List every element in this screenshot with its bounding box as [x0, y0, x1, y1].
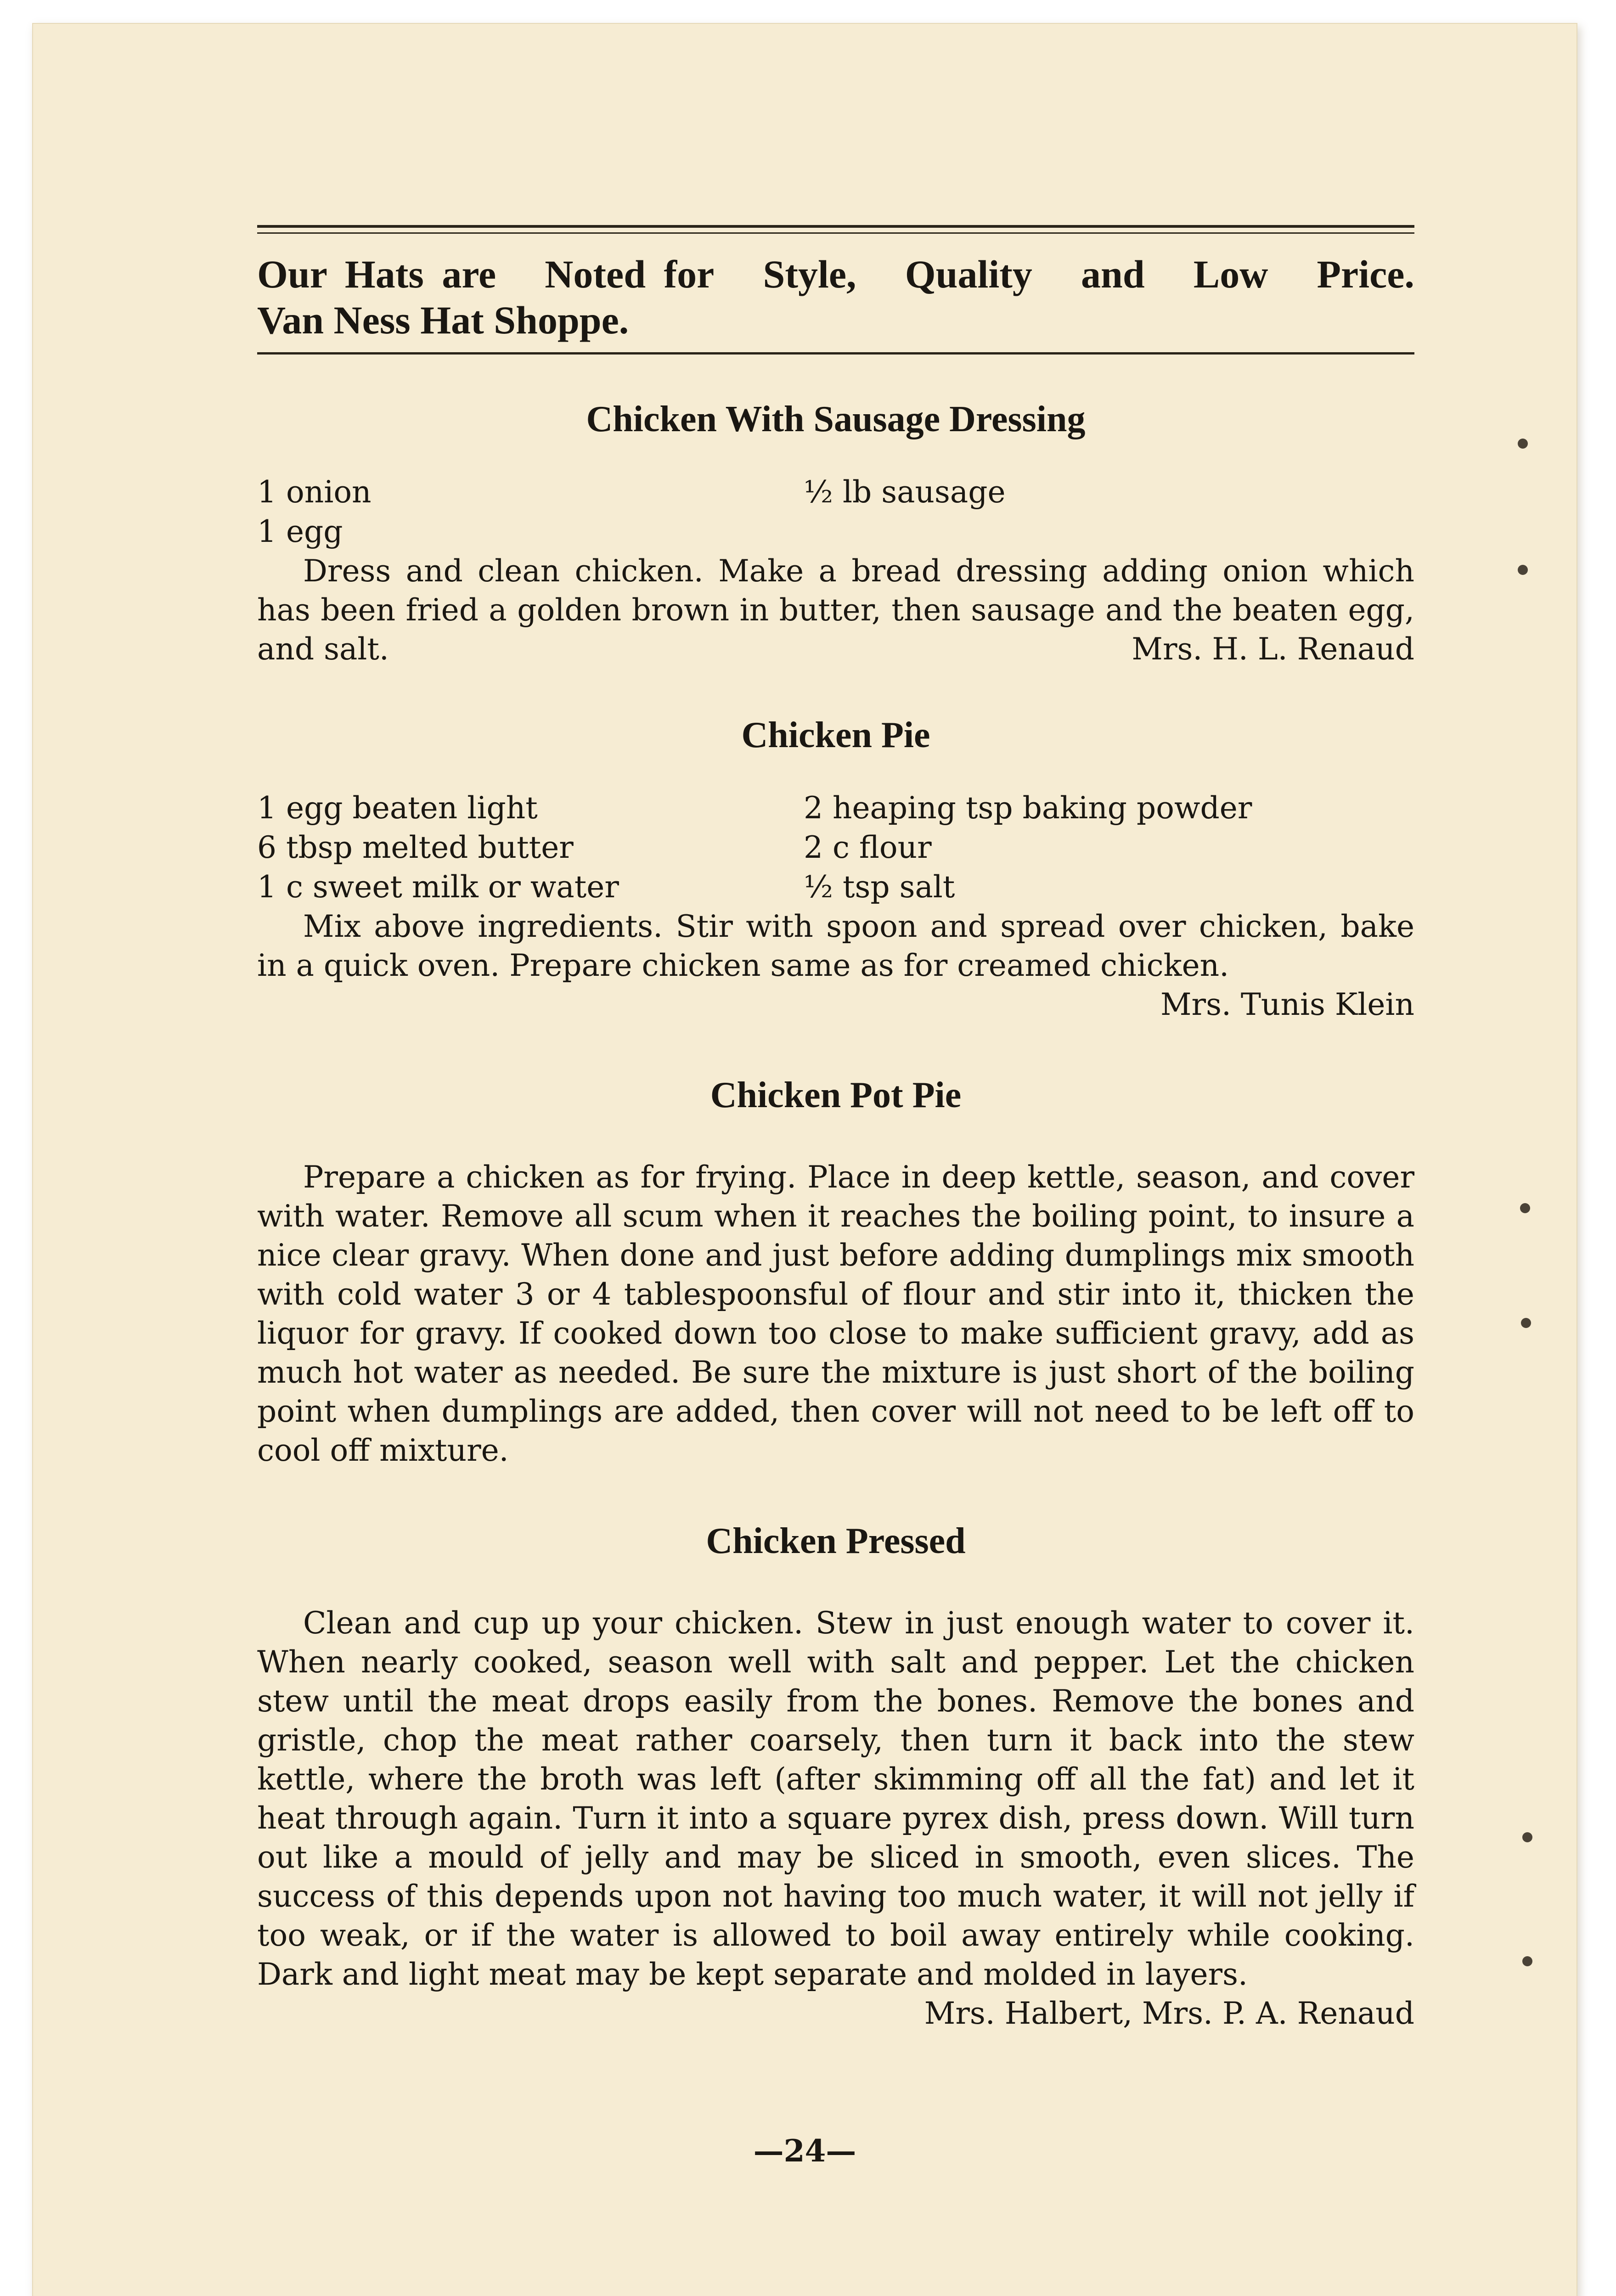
ingredient: 2 heaping tsp baking powder: [804, 790, 1252, 826]
recipe-title: Chicken Pressed: [706, 1521, 966, 1561]
ingredient: 1 c sweet milk or water: [257, 869, 619, 905]
ingredient: ½ tsp salt: [804, 869, 955, 905]
recipe-title: Chicken With Sausage Dressing: [586, 399, 1086, 439]
ad-word: Style,: [763, 252, 856, 296]
ingredient: 1 egg beaten light: [257, 790, 538, 826]
ad-word: Low: [1193, 252, 1268, 296]
recipe-directions: Mix above ingredients. Stir with spoon and spread over chicken, bake in a quick oven. Prepare chicken same as for creamed chicken.: [257, 909, 1414, 983]
ingredient-list: [257, 473, 1414, 551]
advertisement-bottom-rule: [257, 352, 1414, 355]
ad-word: and: [1081, 252, 1145, 296]
ad-word: Noted for: [545, 252, 715, 296]
recipe-title: Chicken Pie: [741, 715, 930, 755]
ingredient: 1 onion: [257, 474, 372, 510]
recipe-chicken-with-sausage-dressing: [257, 399, 1414, 669]
binding-hole: [1521, 1318, 1531, 1328]
page-content: [257, 225, 1414, 2033]
recipe-chicken-pot-pie: [257, 1075, 1414, 1470]
ingredient: 2 c flour: [804, 830, 932, 865]
top-double-rule: [257, 225, 1414, 234]
recipe-chicken-pressed: [257, 1520, 1414, 2031]
ingredient: 6 tbsp melted butter: [257, 830, 574, 865]
recipe-chicken-pie: [257, 715, 1414, 1024]
binding-hole: [1518, 439, 1528, 449]
ingredient-list: [257, 788, 1414, 907]
recipe-directions: Clean and cup up your chicken. Stew in just enough water to cover it. When nearly cooked, season well with salt and pepper. Let the chicken stew until the meat drops easily from the bones. Remove the bones and gristle, chop the meat rather coarsely, then turn it back into the stew kettle, where the broth was left (after skimming off all the fat) and let it heat through again. Turn it into a square pyrex dish, press down. Will turn out like a mould of jelly and may be sliced in smooth, even slices. The success of this depends upon not having too much water, it will not jelly if too weak, or if the water is allowed to boil away entirely while cooking. Dark and light meat may be kept separate and molded in layers.: [257, 1605, 1414, 1992]
binding-hole: [1522, 1956, 1532, 1966]
recipe-author: Mrs. Tunis Klein: [1160, 987, 1414, 1022]
ad-word: Quality: [905, 252, 1032, 296]
ingredient: ½ lb sausage: [804, 474, 1006, 510]
binding-hole: [1522, 1832, 1532, 1842]
recipe-directions-block: [257, 1604, 1414, 2031]
advertisement-shop-name: Van Ness Hat Shoppe.: [257, 298, 629, 342]
advertisement-line-1: [257, 251, 1414, 297]
binding-hole: [1520, 1203, 1530, 1213]
recipe-author: Mrs. Halbert, Mrs. P. A. Renaud: [924, 1996, 1414, 2031]
ad-word: Our Hats are: [257, 252, 496, 296]
recipe-directions: Prepare a chicken as for frying. Place in deep kettle, season, and cover with water. Remove all scum when it reaches the boiling point, to insure a nice clear gravy. When done and just before adding dumplings mix smooth with cold water 3 or 4 tablespoonsful of flour and stir into it, thicken the liquor for gravy. If cooked down too close to make sufficient gravy, add as much hot water as needed. Be sure the mixture is just short of the boiling point when dumplings are added, then cover will not need to be left off to cool off mixture.: [257, 1159, 1414, 1468]
page-number: —24—: [753, 2133, 856, 2169]
book-page: [32, 23, 1577, 2296]
binding-hole: [1518, 565, 1528, 575]
ingredient: 1 egg: [257, 514, 343, 549]
ad-word: Price.: [1317, 252, 1414, 296]
recipe-directions-block: [257, 551, 1414, 669]
recipe-directions: Dress and clean chicken. Make a bread dressing adding onion which has been fried a golden brown in butter, then sausage and the beaten egg, and salt.: [257, 553, 1414, 667]
recipe-author: Mrs. H. L. Renaud: [1132, 631, 1414, 667]
recipe-title: Chicken Pot Pie: [710, 1075, 962, 1115]
